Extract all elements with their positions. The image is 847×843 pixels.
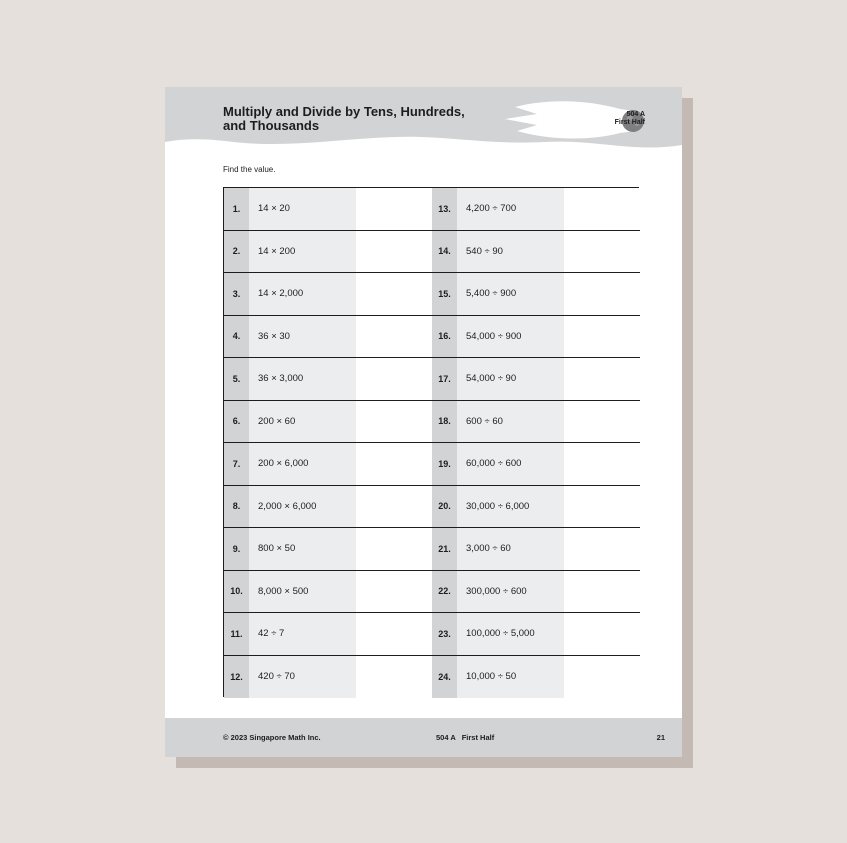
problem-row (224, 613, 432, 656)
worksheet-page (165, 87, 682, 757)
problem-row (432, 656, 640, 699)
badge-level: 504 A (626, 111, 645, 118)
problem-row (432, 231, 640, 274)
problem-expression: 100,000 ÷ 5,000 (457, 613, 564, 655)
problem-number: 6. (224, 401, 249, 443)
problem-row (224, 401, 432, 444)
problem-expression: 14 × 2,000 (249, 273, 356, 315)
problem-expression: 14 × 200 (249, 231, 356, 273)
problem-row (224, 486, 432, 529)
problem-row (224, 358, 432, 401)
problem-number: 22. (432, 571, 457, 613)
right-problem-column (432, 188, 640, 696)
answer-box[interactable] (564, 358, 640, 400)
problem-expression: 54,000 ÷ 90 (457, 358, 564, 400)
answer-box[interactable] (564, 656, 640, 699)
problem-number: 4. (224, 316, 249, 358)
problem-number: 3. (224, 273, 249, 315)
problem-number: 8. (224, 486, 249, 528)
problem-expression: 8,000 × 500 (249, 571, 356, 613)
page-footer (165, 718, 682, 757)
problem-number: 20. (432, 486, 457, 528)
problem-expression: 420 ÷ 70 (249, 656, 356, 699)
answer-box[interactable] (564, 486, 640, 528)
answer-box[interactable] (356, 571, 432, 613)
footer-copyright: © 2023 Singapore Math Inc. (223, 733, 321, 742)
problem-number: 5. (224, 358, 249, 400)
problem-number: 23. (432, 613, 457, 655)
problem-number: 2. (224, 231, 249, 273)
problem-row (224, 188, 432, 231)
answer-box[interactable] (564, 571, 640, 613)
problem-number: 16. (432, 316, 457, 358)
answer-box[interactable] (356, 188, 432, 230)
title-line-1: Multiply and Divide by Tens, Hundreds, (223, 104, 465, 119)
problem-expression: 5,400 ÷ 900 (457, 273, 564, 315)
problem-row (432, 443, 640, 486)
answer-box[interactable] (564, 316, 640, 358)
left-problem-column (224, 188, 432, 696)
answer-box[interactable] (356, 656, 432, 699)
badge-section: First Half (614, 119, 645, 126)
problem-expression: 200 × 6,000 (249, 443, 356, 485)
problem-expression: 2,000 × 6,000 (249, 486, 356, 528)
problem-row (224, 231, 432, 274)
answer-box[interactable] (356, 443, 432, 485)
problem-expression: 36 × 3,000 (249, 358, 356, 400)
answer-box[interactable] (356, 528, 432, 570)
problem-expression: 540 ÷ 90 (457, 231, 564, 273)
problem-number: 19. (432, 443, 457, 485)
problem-expression: 3,000 ÷ 60 (457, 528, 564, 570)
problem-row (432, 486, 640, 529)
answer-box[interactable] (356, 358, 432, 400)
problem-number: 13. (432, 188, 457, 230)
answer-box[interactable] (564, 231, 640, 273)
problem-row (224, 571, 432, 614)
answer-box[interactable] (564, 613, 640, 655)
problem-row (432, 358, 640, 401)
problem-expression: 800 × 50 (249, 528, 356, 570)
problem-expression: 600 ÷ 60 (457, 401, 564, 443)
problem-row (224, 273, 432, 316)
problem-expression: 54,000 ÷ 900 (457, 316, 564, 358)
problem-row (224, 656, 432, 699)
problem-expression: 42 ÷ 7 (249, 613, 356, 655)
problem-grid (223, 187, 639, 697)
problem-row (432, 401, 640, 444)
answer-box[interactable] (564, 528, 640, 570)
problem-expression: 60,000 ÷ 600 (457, 443, 564, 485)
problem-number: 1. (224, 188, 249, 230)
answer-box[interactable] (356, 231, 432, 273)
answer-box[interactable] (564, 443, 640, 485)
problem-expression: 200 × 60 (249, 401, 356, 443)
answer-box[interactable] (356, 316, 432, 358)
problem-expression: 10,000 ÷ 50 (457, 656, 564, 699)
title-line-2: and Thousands (223, 118, 320, 133)
problem-expression: 4,200 ÷ 700 (457, 188, 564, 230)
problem-number: 17. (432, 358, 457, 400)
problem-row (432, 188, 640, 231)
footer-book: 504 A First Half (436, 733, 495, 742)
problem-row (432, 316, 640, 359)
problem-number: 14. (432, 231, 457, 273)
problem-row (432, 528, 640, 571)
problem-row (432, 613, 640, 656)
problem-row (224, 528, 432, 571)
problem-number: 11. (224, 613, 249, 655)
answer-box[interactable] (356, 486, 432, 528)
instruction-text: Find the value. (223, 165, 276, 174)
problem-row (224, 316, 432, 359)
answer-box[interactable] (356, 401, 432, 443)
problem-number: 24. (432, 656, 457, 699)
problem-row (432, 273, 640, 316)
answer-box[interactable] (564, 401, 640, 443)
answer-box[interactable] (564, 273, 640, 315)
problem-number: 12. (224, 656, 249, 699)
answer-box[interactable] (564, 188, 640, 230)
answer-box[interactable] (356, 613, 432, 655)
problem-expression: 300,000 ÷ 600 (457, 571, 564, 613)
problem-expression: 30,000 ÷ 6,000 (457, 486, 564, 528)
problem-row (432, 571, 640, 614)
page-title (223, 105, 523, 133)
problem-number: 15. (432, 273, 457, 315)
problem-expression: 36 × 30 (249, 316, 356, 358)
problem-row (224, 443, 432, 486)
problem-expression: 14 × 20 (249, 188, 356, 230)
problem-number: 10. (224, 571, 249, 613)
problem-number: 18. (432, 401, 457, 443)
problem-number: 7. (224, 443, 249, 485)
problem-number: 21. (432, 528, 457, 570)
problem-number: 9. (224, 528, 249, 570)
page-number: 21 (656, 733, 665, 742)
answer-box[interactable] (356, 273, 432, 315)
level-badge (585, 111, 645, 127)
